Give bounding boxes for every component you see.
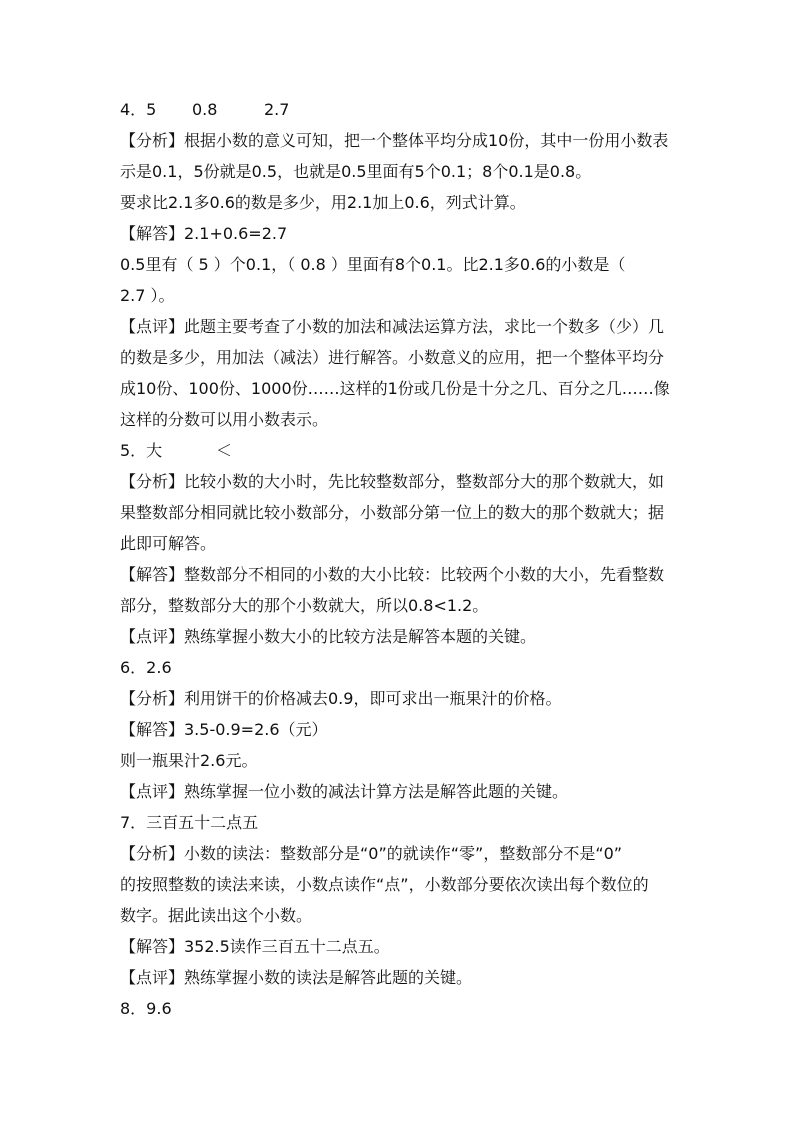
q8-answer: 8．9.6 [120,999,172,1018]
q7-analysis-line-3: 数字。据此读出这个小数。 [120,906,313,925]
q4-solution-line-2: 0.5里有（ 5 ）个0.1，（ 0.8 ）里面有8个0.1。比2.1多0.6的小数是（ [120,255,626,274]
q4-comment-line-1: 【点评】此题主要考查了小数的加法和减法运算方法，求比一个数多（少）几 [120,317,665,336]
q4-answer [120,94,695,125]
q7-comment-line-1: 【点评】熟练掌握小数的读法是解答此题的关键。 [120,968,473,987]
q4-analysis-line-1: 【分析】根据小数的意义可知，把一个整体平均分成10份，其中一份用小数表 [120,131,669,150]
q5-answer-2: ＜ [216,441,233,460]
answer-content [120,94,695,1024]
q6-solution-line-2: 则一瓶果汁2.6元。 [120,751,258,770]
q6-analysis-line-1: 【分析】利用饼干的价格减去0.9，即可求出一瓶果汁的价格。 [120,689,562,708]
q4-comment-line-2: 的数是多少，用加法（减法）进行解答。小数意义的应用，把一个整体平均分 [120,348,665,367]
q4-analysis-line-3: 要求比2.1多0.6的数是多少，用2.1加上0.6，列式计算。 [120,193,526,212]
q4-comment-line-4: 这样的分数可以用小数表示。 [120,410,329,429]
q4-comment-line-3: 成10份、100份、1000份……这样的1份或几份是十分之几、百分之几……像 [120,379,670,398]
q5-analysis-line-2: 果整数部分相同就比较小数部分，小数部分第一位上的数大的那个数就大；据 [120,503,665,522]
q5-comment-line-1: 【点评】熟练掌握小数大小的比较方法是解答本题的关键。 [120,627,537,646]
q4-analysis-line-2: 示是0.1，5份就是0.5，也就是0.5里面有5个0.1；8个0.1是0.8。 [120,162,592,181]
q5-answer [120,435,695,466]
q4-answer-2: 0.8 [192,100,218,119]
q5-analysis-line-1: 【分析】比较小数的大小时，先比较整数部分，整数部分大的那个数就大，如 [120,472,665,491]
q7-solution-line-1: 【解答】352.5读作三百五十二点五。 [120,937,390,956]
q6-comment-line-1: 【点评】熟练掌握一位小数的减法计算方法是解答此题的关键。 [120,782,569,801]
q5-analysis-line-3: 此即可解答。 [120,534,217,553]
q4-solution-line-3: 2.7 ）。 [120,286,175,305]
q7-analysis-line-1: 【分析】小数的读法：整数部分是“0”的就读作“零”，整数部分不是“0” [120,844,623,863]
q6-solution-line-1: 【解答】3.5-0.9=2.6（元） [120,720,328,739]
q4-answer-1: 4．5 [120,100,157,119]
q6-answer: 6．2.6 [120,658,172,677]
q4-answer-3: 2.7 [264,100,290,119]
q5-answer-1: 5．大 [120,441,163,460]
q5-solution-line-1: 【解答】整数部分不相同的小数的大小比较：比较两个小数的大小，先看整数 [120,565,665,584]
q7-analysis-line-2: 的按照整数的读法来读，小数点读作“点”，小数部分要依次读出每个数位的 [120,875,649,894]
q7-answer: 7．三百五十二点五 [120,813,259,832]
q5-solution-line-2: 部分，整数部分大的那个小数就大，所以0.8<1.2。 [120,596,489,615]
q4-solution-line-1: 【解答】2.1+0.6=2.7 [120,224,288,243]
